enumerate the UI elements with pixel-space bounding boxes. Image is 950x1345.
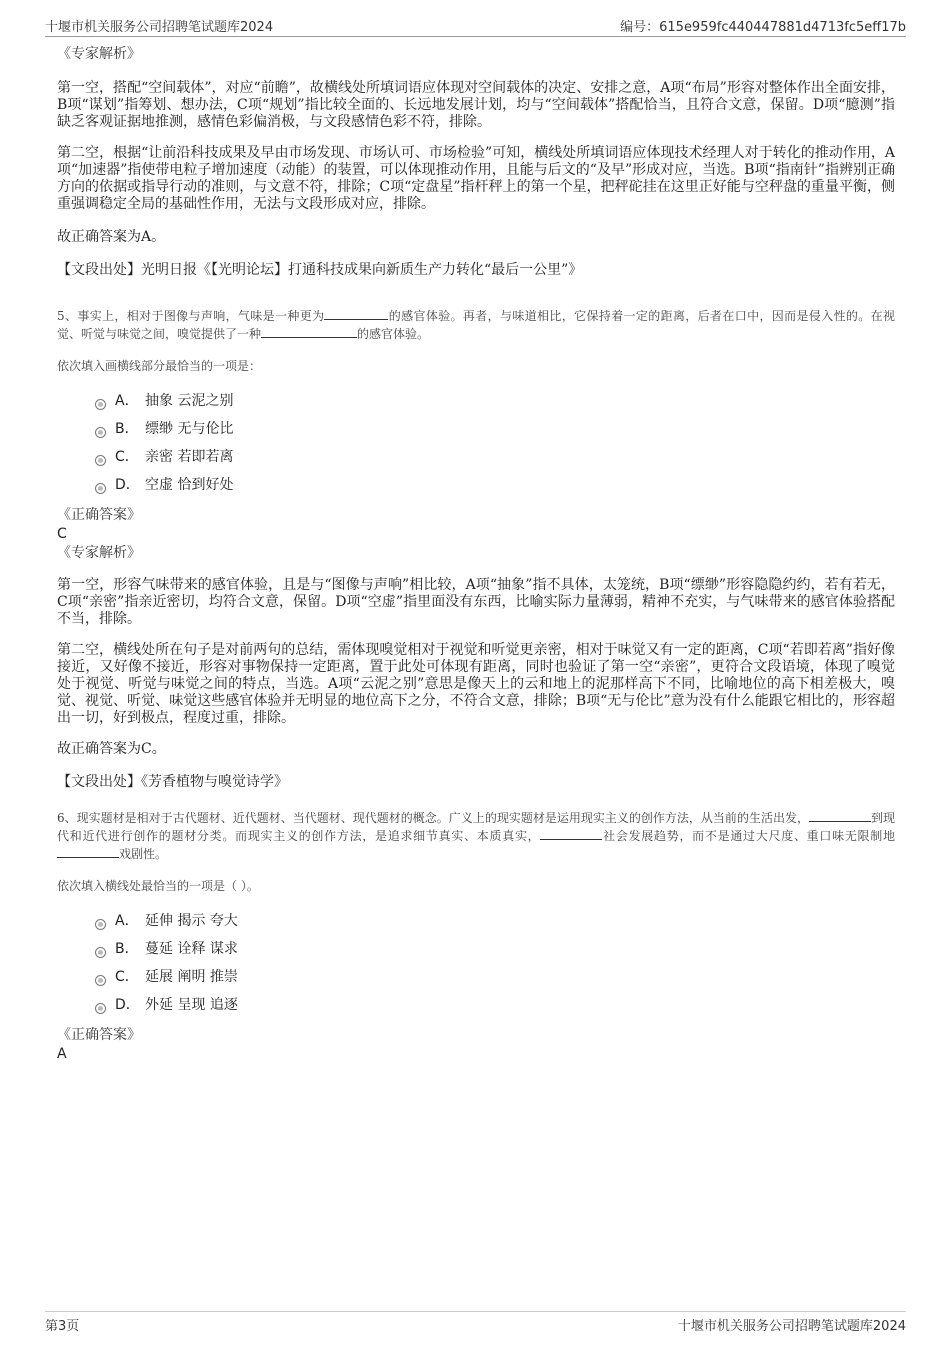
q6-answer: A (57, 1046, 67, 1062)
q6-option-a[interactable]: A． 延伸 揭示 夸大 (95, 907, 895, 935)
radio-icon[interactable] (95, 919, 106, 930)
q5-blank-2 (261, 325, 357, 338)
radio-icon[interactable] (95, 1003, 106, 1014)
q6-option-d[interactable]: D． 外延 呈现 追逐 (95, 991, 895, 1019)
q6-text-b: 到现代和近代进行创作的题材分类。而现实主义的创作方法，是追求细节真实、本质真实， (57, 811, 895, 843)
q5-conclusion: 故正确答案为C。 (57, 741, 166, 757)
q5-options (57, 387, 895, 499)
q5-option-a[interactable]: A． 抽象 云泥之别 (95, 387, 895, 415)
radio-icon[interactable] (95, 947, 106, 958)
q6-options (57, 907, 895, 1019)
q5-analysis-label: 《专家解析》 (57, 545, 141, 561)
radio-icon[interactable] (95, 975, 106, 986)
q6-text-c: 社会发展趋势，而不是通过大尺度、重口味无限制地 (602, 829, 895, 843)
q6-blank-1 (809, 809, 871, 822)
q6-text-a: 6、现实题材是相对于古代题材、近代题材、当代题材、现代题材的概念。广义上的现实题材是运用现实主义的创作方法，从当前的生活出发， (57, 811, 809, 825)
q5-option-d[interactable]: D． 空虚 恰到好处 (95, 471, 895, 499)
q5-answer: C (57, 526, 67, 542)
q5-source: 【文段出处】《芳香植物与嗅觉诗学》 (57, 774, 288, 790)
q6-prompt: 依次填入横线处最恰当的一项是（ ）。 (57, 879, 259, 893)
q5-option-c[interactable]: C． 亲密 若即若离 (95, 443, 895, 471)
q5-prompt: 依次填入画横线部分最恰当的一项是： (57, 359, 262, 373)
q6-blank-2 (540, 827, 602, 840)
q5-option-b[interactable]: B． 缥缈 无与伦比 (95, 415, 895, 443)
q6-option-b[interactable]: B． 蔓延 诠释 谋求 (95, 935, 895, 963)
q5-question (57, 307, 895, 343)
header-code: 编号：615e959fc440447881d4713fc5eff17b (620, 20, 906, 35)
radio-icon[interactable] (95, 483, 106, 494)
q5-text-c: 的感官体验。 (357, 327, 430, 341)
radio-icon[interactable] (95, 399, 106, 410)
q4-analysis-label: 《专家解析》 (57, 46, 141, 62)
page-header (45, 14, 906, 37)
footer-page-number: 第3页 (45, 1319, 80, 1334)
page-footer (45, 1311, 906, 1334)
q5-text-b: 的感官体验。再者，与味道相比，它保持着一定的距离，后者在口中，因而是侵入性的。在视觉、听觉与味觉之间，嗅觉提供了一种 (57, 309, 895, 341)
radio-icon[interactable] (95, 427, 106, 438)
header-title: 十堰市机关服务公司招聘笔试题库2024 (45, 20, 274, 35)
q4-source: 【文段出处】光明日报《【光明论坛】打通科技成果向新质生产力转化“最后一公里”》 (57, 262, 583, 278)
radio-icon[interactable] (95, 455, 106, 466)
q4-conclusion: 故正确答案为A。 (57, 229, 166, 245)
q6-option-c[interactable]: C． 延展 阐明 推崇 (95, 963, 895, 991)
page-content (57, 44, 895, 1063)
q5-analysis-p2: 第二空，横线处所在句子是对前两句的总结，需体现嗅觉相对于视觉和听觉更亲密，相对于味觉又有一定的距离，C项“若即若离”指好像接近，又好像不接近，形容对事物保持一定距离，置于此处可体现有距离，同时也验证了第一空“亲密”，更符合文段语境，体现了嗅觉处于视觉、听觉与味觉之间的特点，当选。A项“云泥之别”意思是像天上的云和地上的泥那样高下不同，比喻地位的高下相差极大，嗅觉、视觉、听觉、味觉这些感官体验并无明显的地位高下之分，不符合文意，排除；B项“无与伦比”意为没有什么能跟它相比的，形容超出一切，好到极点，程度过重，排除。 (57, 642, 895, 726)
q5-answer-label: 《正确答案》 (57, 507, 141, 523)
q5-analysis-p1: 第一空，形容气味带来的感官体验，且是与“图像与声响”相比较，A项“抽象”指不具体，太笼统，B项“缥缈”形容隐隐约约，若有若无，C项“亲密”指亲近密切，均符合文意，保留。D项“空虚”指里面没有东西，比喻实际力量薄弱，精神不充实，与气味带来的感官体验搭配不当，排除。 (57, 577, 895, 627)
footer-title: 十堰市机关服务公司招聘笔试题库2024 (677, 1319, 906, 1334)
q6-question (57, 809, 895, 863)
q5-text-a: 5、事实上，相对于图像与声响，气味是一种更为 (57, 309, 325, 323)
q6-answer-label: 《正确答案》 (57, 1027, 141, 1043)
q5-blank-1 (324, 307, 388, 320)
q6-text-d: 戏剧性。 (119, 847, 168, 861)
q4-analysis-p2: 第二空，根据“让前沿科技成果及早由市场发现、市场认可、市场检验”可知，横线处所填词语应体现技术经理人对于转化的推动作用，A项“加速器”指使带电粒子增加速度（动能）的装置，可以体现推动作用，且能与后文的“及早”形成对应，当选。B项“指南针”指辨别正确方向的依据或指导行动的准则，与文意不符，排除；C项“定盘星”指杆秤上的第一个星，把秤砣挂在这里正好能与空秤盘的重量平衡，侧重强调稳定全局的基础性作用，无法与文段形成对应，排除。 (57, 145, 895, 212)
q6-blank-3 (57, 845, 119, 858)
q4-analysis-p1: 第一空，搭配“空间载体”，对应“前瞻”，故横线处所填词语应体现对空间载体的决定、安排之意，A项“布局”形容对整体作出全面安排，B项“谋划”指筹划、想办法，C项“规划”指比较全面的、长远地发展计划，均与“空间载体”搭配恰当，且符合文意，保留。D项“臆测”指缺乏客观证据地推测，感情色彩偏消极，与文段感情色彩不符，排除。 (57, 80, 895, 130)
